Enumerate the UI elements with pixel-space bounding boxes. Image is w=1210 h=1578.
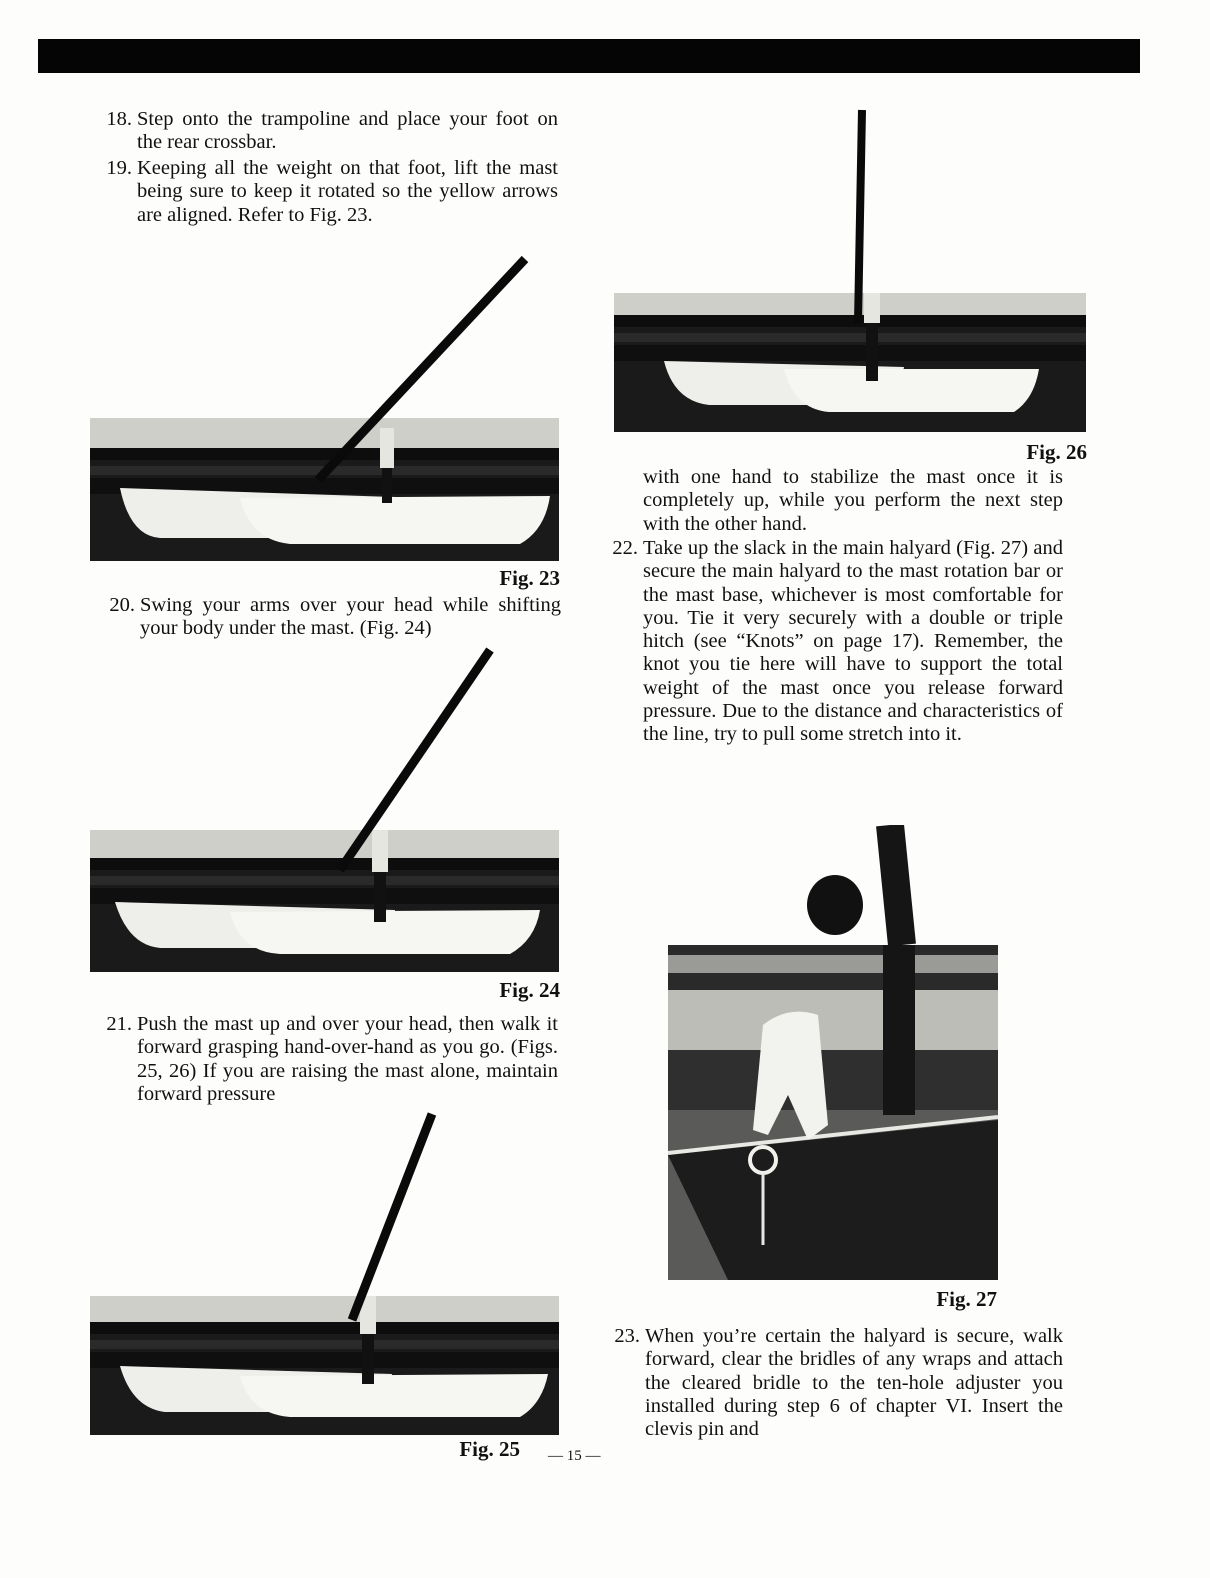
figure-27-photo <box>668 945 998 1280</box>
step-18 <box>106 108 558 155</box>
figure-25-photo <box>90 1296 559 1435</box>
step-number: 23. <box>614 1325 640 1347</box>
step-text: Keeping all the weight on that foot, lift the mast being sure to keep it rotated so the yellow arrows are aligned. Refer to Fig. 23. <box>137 157 558 226</box>
header-bar <box>38 39 1140 73</box>
step-21 <box>106 1013 558 1106</box>
step-number: 21. <box>106 1013 132 1035</box>
catamaran-photo-icon <box>90 1296 559 1435</box>
figure-23-caption: Fig. 23 <box>499 566 560 590</box>
step-text: When you’re certain the halyard is secure, walk forward, clear the bridles of any wraps and attach the cleared bridle to the ten-hole adjuster you installed during step 6 of chapter VI. Insert the clevis pin and <box>645 1325 1063 1441</box>
mast-pole-26 <box>850 108 870 328</box>
step-number: 19. <box>106 157 132 179</box>
mast-pole-23 <box>230 255 530 495</box>
step-number: 18. <box>106 108 132 130</box>
mast-closeup-photo-icon <box>668 945 998 1280</box>
step-number: 20. <box>109 594 135 616</box>
step-text: with one hand to stabilize the mast once it is completely up, while you perform the next step with the other hand. <box>643 466 1063 535</box>
figure-24-caption: Fig. 24 <box>499 978 560 1002</box>
figure-26-caption: Fig. 26 <box>1026 440 1087 464</box>
step-21-continued <box>643 466 1063 536</box>
figure-27-caption: Fig. 27 <box>936 1287 997 1311</box>
step-number: 22. <box>612 537 638 559</box>
mast-pole-24 <box>320 645 500 885</box>
mast-pole-25 <box>330 1110 450 1330</box>
step-22 <box>612 537 1063 747</box>
step-text: Push the mast up and over your head, then walk it forward grasping hand-over-hand as you go. (Figs. 25, 26) If you are raising the mast alone, maintain forward pressure <box>137 1013 558 1105</box>
figure-25-caption: Fig. 25 <box>459 1437 520 1461</box>
figure-27-top-detail <box>790 825 920 950</box>
step-19 <box>106 157 558 227</box>
step-text: Take up the slack in the main halyard (Fig. 27) and secure the main halyard to the mast rotation bar or the mast base, whichever is most comfortable for you. Tie it very securely with a double or triple hitch (see “Knots” on page 17). Remember, the knot you tie here will have to support the total weight of the mast once you release forward pressure. Due to the distance and characteristics of the line, try to pull some stretch into it. <box>643 537 1063 746</box>
step-text: Step onto the trampoline and place your foot on the rear crossbar. <box>137 108 558 154</box>
step-20 <box>109 594 561 641</box>
step-23 <box>614 1325 1063 1441</box>
step-text: Swing your arms over your head while shifting your body under the mast. (Fig. 24) <box>140 594 561 640</box>
page-number: — 15 — <box>548 1448 601 1464</box>
